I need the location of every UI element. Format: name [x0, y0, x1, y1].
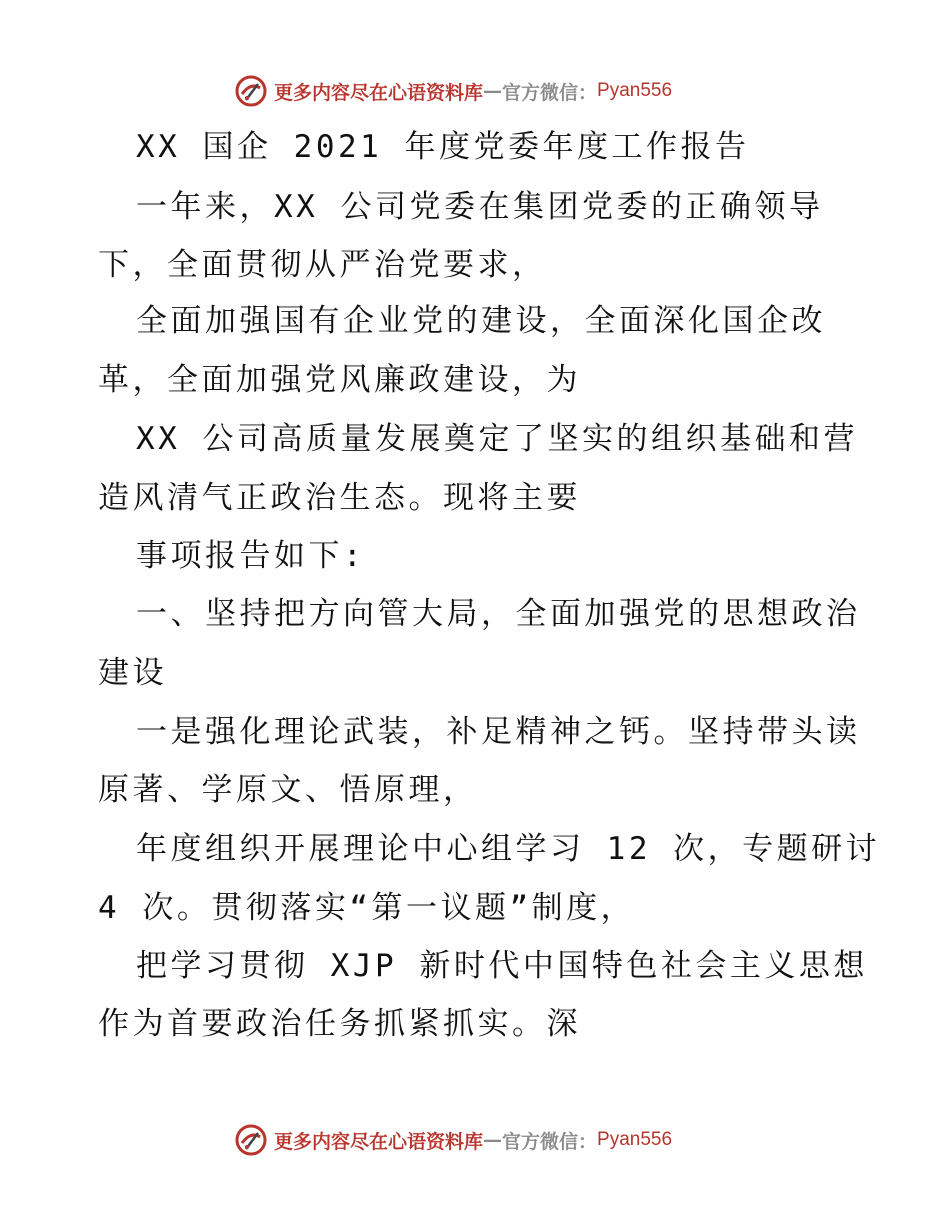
footer-watermark — [234, 1122, 672, 1158]
paragraph-line: 事项报告如下: — [136, 538, 366, 574]
paragraph-line: 作为首要政治任务抓紧抓实。深 — [98, 1006, 581, 1042]
paragraph-line: 把学习贯彻 XJP 新时代中国特色社会主义思想 — [136, 948, 868, 984]
section-heading: 一、坚持把方向管大局，全面加强党的思想政治 — [136, 596, 861, 632]
watermark-wechat-label: 官方微信： — [502, 81, 598, 104]
watermark-brand-text: 更多内容尽在心语资料库 — [274, 81, 484, 104]
paragraph-line: 一是强化理论武装，补足精神之钙。坚持带头读 — [136, 714, 861, 750]
watermark-wechat-label: 官方微信： — [502, 1130, 598, 1153]
watermark-dash: — — [483, 80, 503, 102]
paragraph-line: 下，全面贯彻从严治党要求， — [98, 247, 547, 283]
header-watermark — [234, 73, 672, 109]
brand-logo-icon — [234, 74, 268, 108]
document-title: XX 国企 2021 年度党委年度工作报告 — [136, 129, 750, 165]
paragraph-line: 革，全面加强党风廉政建设，为 — [98, 362, 581, 398]
watermark-dash: — — [483, 1129, 503, 1151]
paragraph-line: XX 公司高质量发展奠定了坚实的组织基础和营 — [136, 421, 858, 457]
paragraph-line: 造风清气正政治生态。现将主要 — [98, 480, 581, 516]
paragraph-line: 全面加强国有企业党的建设，全面深化国企改 — [136, 303, 826, 339]
paragraph-line: 4 次。贯彻落实“第一议题”制度， — [98, 890, 636, 926]
brand-logo-icon — [234, 1123, 268, 1157]
watermark-wechat-id: Pyan556 — [597, 1129, 673, 1150]
section-heading-continued: 建设 — [98, 655, 167, 691]
paragraph-line: 一年来，XX 公司党委在集团党委的正确领导 — [136, 189, 824, 225]
paragraph-line: 年度组织开展理论中心组学习 12 次，专题研讨 — [136, 831, 881, 867]
watermark-wechat-id: Pyan556 — [597, 80, 673, 101]
paragraph-line: 原著、学原文、悟原理， — [98, 772, 478, 808]
watermark-brand-text: 更多内容尽在心语资料库 — [274, 1130, 484, 1153]
